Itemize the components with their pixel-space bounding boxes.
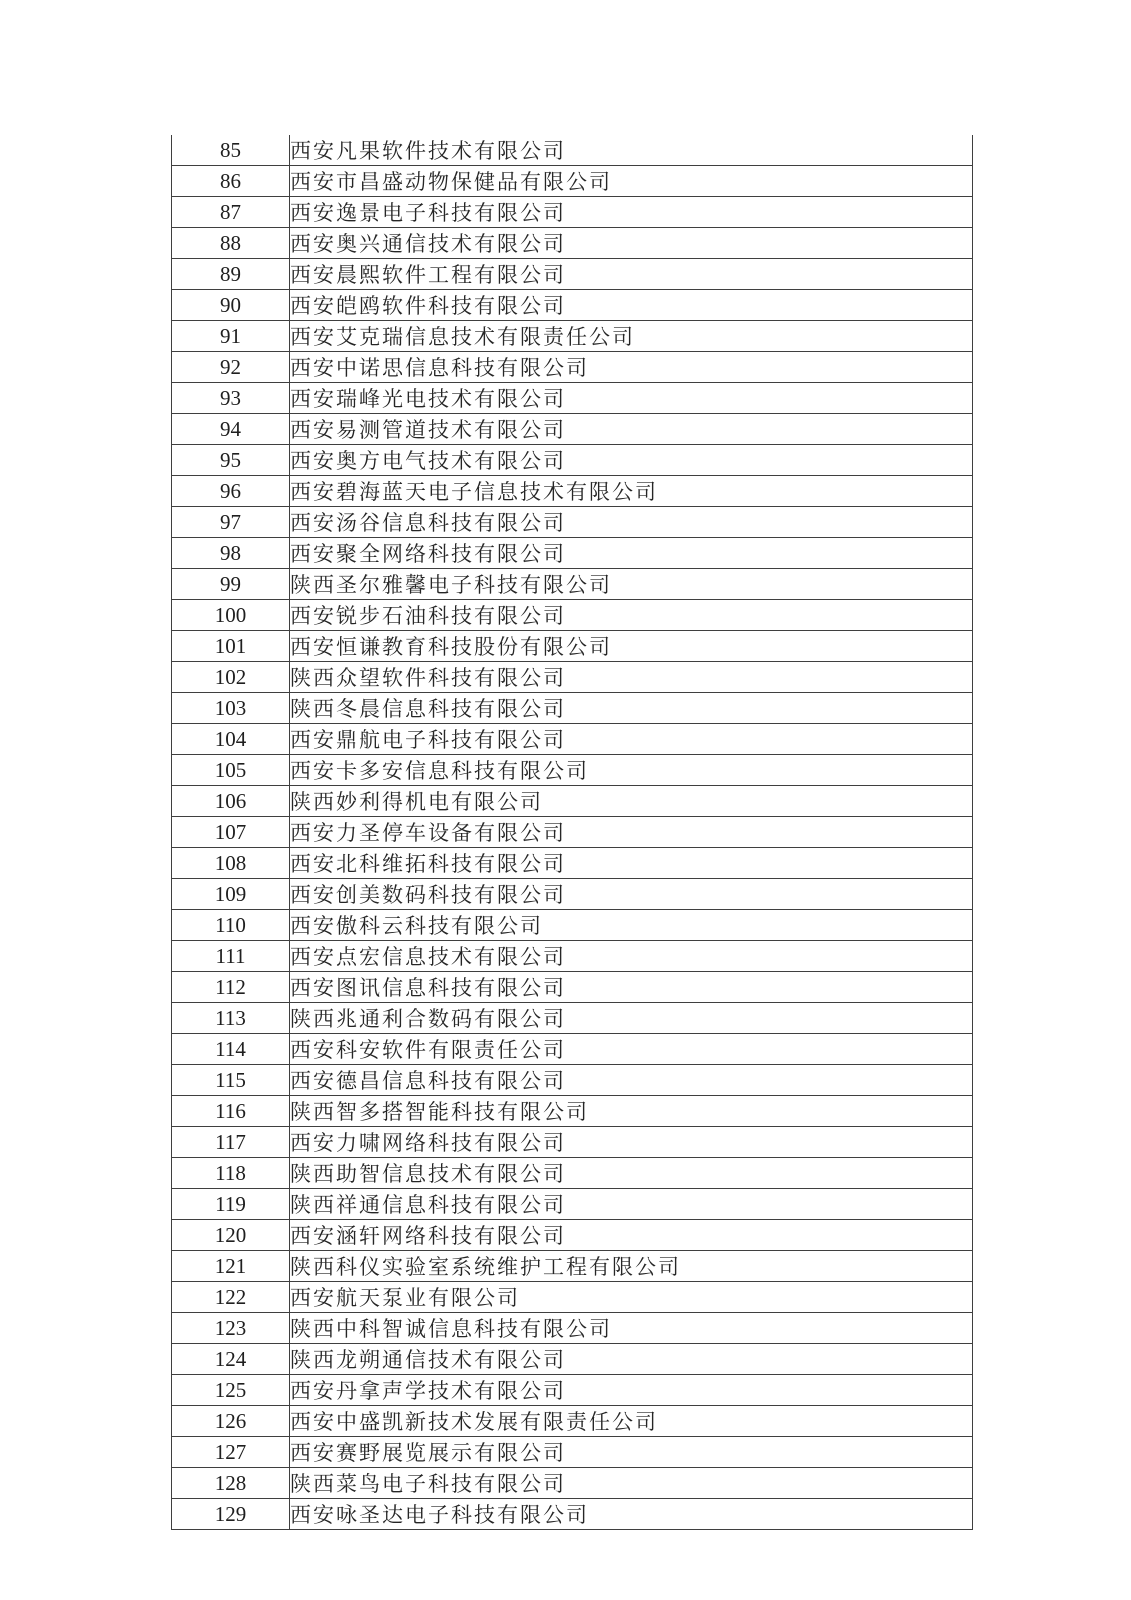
table-row xyxy=(172,290,973,321)
company-name: 陕西菜鸟电子科技有限公司 xyxy=(290,1468,973,1499)
table-row xyxy=(172,1406,973,1437)
table-row xyxy=(172,1189,973,1220)
company-name: 西安咏圣达电子科技有限公司 xyxy=(290,1499,973,1530)
row-number: 108 xyxy=(172,848,290,879)
table-row xyxy=(172,941,973,972)
company-name: 西安市昌盛动物保健品有限公司 xyxy=(290,166,973,197)
table-row xyxy=(172,166,973,197)
row-number: 92 xyxy=(172,352,290,383)
company-name: 西安中诺思信息科技有限公司 xyxy=(290,352,973,383)
row-number: 107 xyxy=(172,817,290,848)
table-row xyxy=(172,1065,973,1096)
table-row xyxy=(172,321,973,352)
company-name: 西安恒谦教育科技股份有限公司 xyxy=(290,631,973,662)
row-number: 87 xyxy=(172,197,290,228)
table-row xyxy=(172,1468,973,1499)
company-name: 西安奥方电气技术有限公司 xyxy=(290,445,973,476)
row-number: 99 xyxy=(172,569,290,600)
table-row xyxy=(172,693,973,724)
row-number: 106 xyxy=(172,786,290,817)
row-number: 128 xyxy=(172,1468,290,1499)
table-row xyxy=(172,228,973,259)
table-row xyxy=(172,848,973,879)
table-row xyxy=(172,1251,973,1282)
company-name: 陕西众望软件科技有限公司 xyxy=(290,662,973,693)
table-row xyxy=(172,1034,973,1065)
row-number: 104 xyxy=(172,724,290,755)
row-number: 86 xyxy=(172,166,290,197)
company-name: 西安锐步石油科技有限公司 xyxy=(290,600,973,631)
company-name: 西安赛野展览展示有限公司 xyxy=(290,1437,973,1468)
company-name: 西安卡多安信息科技有限公司 xyxy=(290,755,973,786)
company-name: 西安力啸网络科技有限公司 xyxy=(290,1127,973,1158)
row-number: 114 xyxy=(172,1034,290,1065)
company-name: 西安科安软件有限责任公司 xyxy=(290,1034,973,1065)
company-name: 西安创美数码科技有限公司 xyxy=(290,879,973,910)
table-row xyxy=(172,631,973,662)
table-row xyxy=(172,383,973,414)
row-number: 115 xyxy=(172,1065,290,1096)
row-number: 113 xyxy=(172,1003,290,1034)
company-name: 陕西助智信息技术有限公司 xyxy=(290,1158,973,1189)
row-number: 120 xyxy=(172,1220,290,1251)
company-name: 陕西妙利得机电有限公司 xyxy=(290,786,973,817)
company-name: 西安汤谷信息科技有限公司 xyxy=(290,507,973,538)
row-number: 111 xyxy=(172,941,290,972)
table-row xyxy=(172,1499,973,1530)
table-row xyxy=(172,1096,973,1127)
row-number: 103 xyxy=(172,693,290,724)
company-name: 西安涵轩网络科技有限公司 xyxy=(290,1220,973,1251)
table-row xyxy=(172,569,973,600)
table-row xyxy=(172,1282,973,1313)
table-row xyxy=(172,135,973,166)
row-number: 94 xyxy=(172,414,290,445)
table-row xyxy=(172,600,973,631)
table-row xyxy=(172,724,973,755)
company-name: 西安傲科云科技有限公司 xyxy=(290,910,973,941)
company-table xyxy=(171,135,973,1530)
company-name: 陕西科仪实验室系统维护工程有限公司 xyxy=(290,1251,973,1282)
table-row xyxy=(172,445,973,476)
row-number: 121 xyxy=(172,1251,290,1282)
company-name: 西安奥兴通信技术有限公司 xyxy=(290,228,973,259)
row-number: 112 xyxy=(172,972,290,1003)
row-number: 89 xyxy=(172,259,290,290)
row-number: 90 xyxy=(172,290,290,321)
row-number: 116 xyxy=(172,1096,290,1127)
row-number: 88 xyxy=(172,228,290,259)
company-name: 西安点宏信息技术有限公司 xyxy=(290,941,973,972)
table-row xyxy=(172,1344,973,1375)
company-name: 西安北科维拓科技有限公司 xyxy=(290,848,973,879)
company-name: 西安丹拿声学技术有限公司 xyxy=(290,1375,973,1406)
row-number: 129 xyxy=(172,1499,290,1530)
company-table-body xyxy=(172,135,973,1530)
row-number: 102 xyxy=(172,662,290,693)
company-name: 陕西龙朔通信技术有限公司 xyxy=(290,1344,973,1375)
table-row xyxy=(172,1127,973,1158)
company-name: 西安艾克瑞信息技术有限责任公司 xyxy=(290,321,973,352)
table-row xyxy=(172,817,973,848)
table-row xyxy=(172,476,973,507)
table-row xyxy=(172,414,973,445)
row-number: 127 xyxy=(172,1437,290,1468)
table-row xyxy=(172,1003,973,1034)
table-row xyxy=(172,662,973,693)
table-row xyxy=(172,1220,973,1251)
table-row xyxy=(172,197,973,228)
row-number: 119 xyxy=(172,1189,290,1220)
table-row xyxy=(172,1437,973,1468)
company-name: 西安聚全网络科技有限公司 xyxy=(290,538,973,569)
company-name: 陕西智多搭智能科技有限公司 xyxy=(290,1096,973,1127)
company-name: 西安易测管道技术有限公司 xyxy=(290,414,973,445)
table-row xyxy=(172,910,973,941)
row-number: 118 xyxy=(172,1158,290,1189)
company-name: 陕西中科智诚信息科技有限公司 xyxy=(290,1313,973,1344)
company-name: 西安力圣停车设备有限公司 xyxy=(290,817,973,848)
company-name: 西安晨熙软件工程有限公司 xyxy=(290,259,973,290)
row-number: 125 xyxy=(172,1375,290,1406)
company-name: 西安鼎航电子科技有限公司 xyxy=(290,724,973,755)
row-number: 101 xyxy=(172,631,290,662)
company-name: 西安碧海蓝天电子信息技术有限公司 xyxy=(290,476,973,507)
company-name: 西安逸景电子科技有限公司 xyxy=(290,197,973,228)
table-row xyxy=(172,1375,973,1406)
row-number: 110 xyxy=(172,910,290,941)
row-number: 105 xyxy=(172,755,290,786)
row-number: 85 xyxy=(172,135,290,166)
company-name: 西安皑鸥软件科技有限公司 xyxy=(290,290,973,321)
table-row xyxy=(172,755,973,786)
table-row xyxy=(172,972,973,1003)
row-number: 91 xyxy=(172,321,290,352)
company-name: 陕西兆通利合数码有限公司 xyxy=(290,1003,973,1034)
table-row xyxy=(172,507,973,538)
row-number: 109 xyxy=(172,879,290,910)
row-number: 100 xyxy=(172,600,290,631)
table-row xyxy=(172,259,973,290)
company-name: 陕西祥通信息科技有限公司 xyxy=(290,1189,973,1220)
row-number: 98 xyxy=(172,538,290,569)
table-row xyxy=(172,1313,973,1344)
table-row xyxy=(172,786,973,817)
row-number: 96 xyxy=(172,476,290,507)
table-row xyxy=(172,538,973,569)
company-name: 西安瑞峰光电技术有限公司 xyxy=(290,383,973,414)
company-name: 陕西冬晨信息科技有限公司 xyxy=(290,693,973,724)
company-name: 西安凡果软件技术有限公司 xyxy=(290,135,973,166)
company-name: 西安德昌信息科技有限公司 xyxy=(290,1065,973,1096)
row-number: 97 xyxy=(172,507,290,538)
company-name: 陕西圣尔雅馨电子科技有限公司 xyxy=(290,569,973,600)
row-number: 124 xyxy=(172,1344,290,1375)
company-name: 西安图讯信息科技有限公司 xyxy=(290,972,973,1003)
row-number: 95 xyxy=(172,445,290,476)
company-name: 西安中盛凯新技术发展有限责任公司 xyxy=(290,1406,973,1437)
company-name: 西安航天泵业有限公司 xyxy=(290,1282,973,1313)
row-number: 93 xyxy=(172,383,290,414)
row-number: 117 xyxy=(172,1127,290,1158)
row-number: 126 xyxy=(172,1406,290,1437)
table-row xyxy=(172,352,973,383)
row-number: 123 xyxy=(172,1313,290,1344)
table-row xyxy=(172,1158,973,1189)
row-number: 122 xyxy=(172,1282,290,1313)
table-row xyxy=(172,879,973,910)
